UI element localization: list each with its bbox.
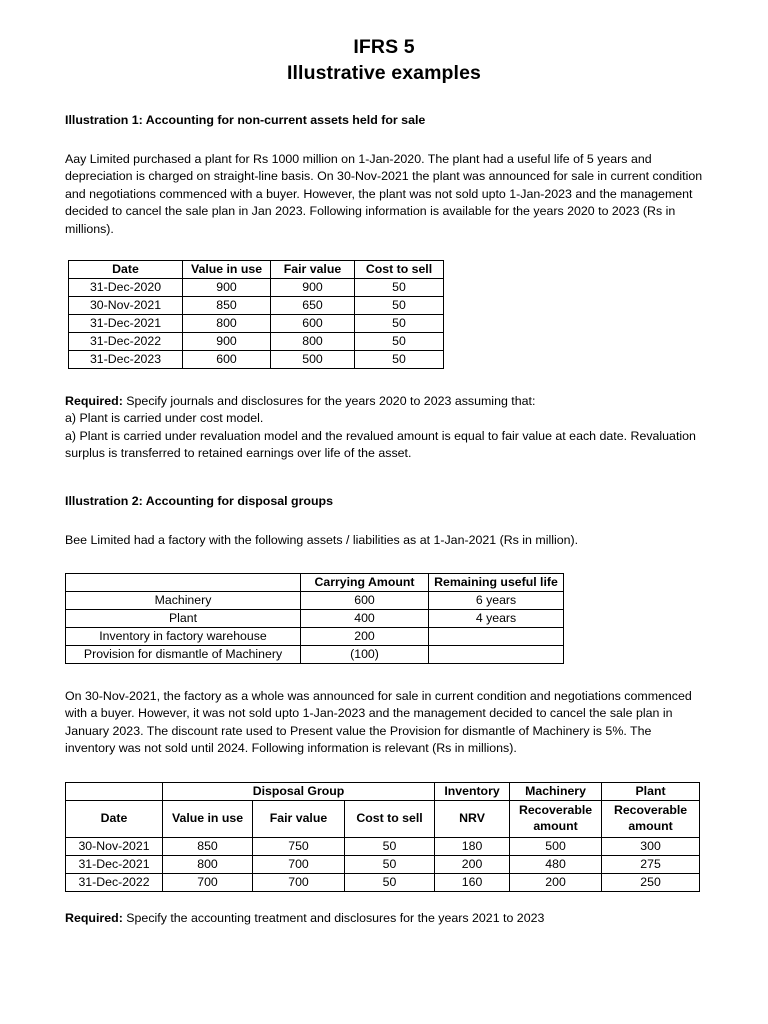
illustration-1-requirement-b: a) Plant is carried under revaluation model and the revalued amount is equal to fair value at each date. Revaluation surplus is transferred to retained earnings over life of the asset.	[65, 428, 696, 461]
illustration-2-intro: Bee Limited had a factory with the following assets / liabilities as at 1-Jan-2021 (Rs in million).	[65, 532, 579, 547]
col-header-date: Date	[66, 800, 163, 837]
illustration-2-required	[65, 910, 703, 927]
table-row	[66, 628, 564, 646]
cell-cost-to-sell: 50	[345, 873, 435, 891]
cell-cost-to-sell: 50	[355, 279, 444, 297]
table-row	[66, 592, 564, 610]
cell-machinery-recoverable: 200	[510, 873, 602, 891]
cell-remaining-useful-life: 6 years	[429, 592, 564, 610]
illustration-2-heading: Illustration 2: Accounting for disposal groups	[65, 493, 334, 508]
page-title-line1: IFRS 5	[353, 36, 415, 58]
table-header-row	[69, 261, 444, 279]
cell-value-in-use: 850	[183, 297, 271, 315]
table-row	[69, 279, 444, 297]
cell-carrying-amount: 200	[301, 628, 429, 646]
cell-machinery-recoverable: 500	[510, 837, 602, 855]
col-header-date: Date	[69, 261, 183, 279]
col-header-value-in-use: Value in use	[163, 800, 253, 837]
table-row	[69, 315, 444, 333]
required-label: Required:	[65, 910, 123, 925]
group-header-blank	[66, 782, 163, 800]
cell-nrv: 180	[435, 837, 510, 855]
document-body	[65, 112, 703, 927]
cell-cost-to-sell: 50	[345, 855, 435, 873]
col-header-fair-value: Fair value	[253, 800, 345, 837]
table-row	[66, 646, 564, 664]
cell-item: Inventory in factory warehouse	[66, 628, 301, 646]
cell-item: Provision for dismantle of Machinery	[66, 646, 301, 664]
cell-cost-to-sell: 50	[355, 351, 444, 369]
illustration-1-required	[65, 393, 703, 410]
illustration-1-table-wrap	[68, 260, 703, 369]
cell-cost-to-sell: 50	[355, 297, 444, 315]
required-label: Required:	[65, 394, 123, 409]
required-text: Specify the accounting treatment and disclosures for the years 2021 to 2023	[122, 910, 545, 925]
col-header-blank	[66, 574, 301, 592]
cell-fair-value: 650	[271, 297, 355, 315]
cell-value-in-use: 900	[183, 279, 271, 297]
cell-date: 31-Dec-2023	[69, 351, 183, 369]
document-title-block	[0, 34, 768, 86]
cell-value-in-use: 800	[183, 315, 271, 333]
cell-date: 31-Dec-2022	[66, 873, 163, 891]
cell-machinery-recoverable: 480	[510, 855, 602, 873]
illustration-2-table3-wrap	[65, 782, 703, 892]
cell-fair-value: 900	[271, 279, 355, 297]
cell-remaining-useful-life	[429, 646, 564, 664]
cell-cost-to-sell: 50	[355, 333, 444, 351]
cell-fair-value: 700	[253, 855, 345, 873]
cell-remaining-useful-life: 4 years	[429, 610, 564, 628]
cell-item: Plant	[66, 610, 301, 628]
table-row	[69, 351, 444, 369]
col-header-value-in-use: Value in use	[183, 261, 271, 279]
cell-value-in-use: 800	[163, 855, 253, 873]
cell-value-in-use: 700	[163, 873, 253, 891]
group-header-plant: Plant	[602, 782, 700, 800]
cell-date: 31-Dec-2022	[69, 333, 183, 351]
cell-carrying-amount: (100)	[301, 646, 429, 664]
cell-cost-to-sell: 50	[355, 315, 444, 333]
table-row	[66, 855, 700, 873]
group-header-inventory: Inventory	[435, 782, 510, 800]
required-text: Specify journals and disclosures for the years 2020 to 2023 assuming that:	[122, 394, 536, 409]
illustration-2-narrative: On 30-Nov-2021, the factory as a whole was announced for sale in current condition and negotiations commenced with a buyer. However, it was not sold upto 1-Jan-2023 and the management decided to cancel the sale plan in January 2023. The discount rate used to Present value the Provision for dismantle of Machinery is 5%. The inventory was not sold until 2024. Following information is relevant (Rs in millions).	[65, 689, 692, 756]
cell-nrv: 160	[435, 873, 510, 891]
group-header-disposal-group: Disposal Group	[163, 782, 435, 800]
col-header-remaining-useful-life: Remaining useful life	[429, 574, 564, 592]
cell-date: 31-Dec-2021	[66, 855, 163, 873]
table-sub-header-row	[66, 800, 700, 837]
cell-plant-recoverable: 300	[602, 837, 700, 855]
cell-date: 31-Dec-2020	[69, 279, 183, 297]
cell-item: Machinery	[66, 592, 301, 610]
page-title-line2: Illustrative examples	[287, 62, 481, 84]
col-header-nrv: NRV	[435, 800, 510, 837]
group-header-machinery: Machinery	[510, 782, 602, 800]
col-header-plant-recoverable-amount: Recoverable amount	[602, 800, 700, 837]
cell-value-in-use: 600	[183, 351, 271, 369]
cell-value-in-use: 850	[163, 837, 253, 855]
cell-carrying-amount: 400	[301, 610, 429, 628]
illustration-2-table	[65, 573, 564, 664]
col-header-carrying-amount: Carrying Amount	[301, 574, 429, 592]
col-header-fair-value: Fair value	[271, 261, 355, 279]
cell-cost-to-sell: 50	[345, 837, 435, 855]
cell-fair-value: 700	[253, 873, 345, 891]
col-header-cost-to-sell: Cost to sell	[355, 261, 444, 279]
illustration-1-heading: Illustration 1: Accounting for non-current assets held for sale	[65, 113, 426, 127]
col-header-machinery-recoverable-amount: Recoverable amount	[510, 800, 602, 837]
illustration-2-table3	[65, 782, 700, 892]
cell-plant-recoverable: 250	[602, 873, 700, 891]
table-row	[69, 297, 444, 315]
cell-value-in-use: 900	[183, 333, 271, 351]
table-header-row	[66, 574, 564, 592]
cell-remaining-useful-life	[429, 628, 564, 646]
cell-date: 30-Nov-2021	[66, 837, 163, 855]
cell-plant-recoverable: 275	[602, 855, 700, 873]
table-group-header-row	[66, 782, 700, 800]
table-row	[69, 333, 444, 351]
illustration-2-table-wrap	[65, 573, 703, 664]
cell-fair-value: 500	[271, 351, 355, 369]
illustration-1-intro: Aay Limited purchased a plant for Rs 1000 million on 1-Jan-2020. The plant had a useful life of 5 years and depreciation is charged on straight-line basis. On 30-Nov-2021 the plant was announced for sale in current condition and negotiations commenced with a buyer. However, the plant was not sold upto 1-Jan-2023 and the management decided to cancel the sale plan in Jan 2023. Following information is available for the years 2020 to 2023 (Rs in millions).	[65, 152, 703, 236]
cell-carrying-amount: 600	[301, 592, 429, 610]
cell-date: 30-Nov-2021	[69, 297, 183, 315]
cell-fair-value: 750	[253, 837, 345, 855]
table-row	[66, 873, 700, 891]
cell-nrv: 200	[435, 855, 510, 873]
table-row	[66, 610, 564, 628]
table-row	[66, 837, 700, 855]
cell-date: 31-Dec-2021	[69, 315, 183, 333]
cell-fair-value: 600	[271, 315, 355, 333]
col-header-cost-to-sell: Cost to sell	[345, 800, 435, 837]
illustration-1-requirement-a: a) Plant is carried under cost model.	[65, 411, 264, 426]
illustration-1-table	[68, 260, 444, 369]
cell-fair-value: 800	[271, 333, 355, 351]
